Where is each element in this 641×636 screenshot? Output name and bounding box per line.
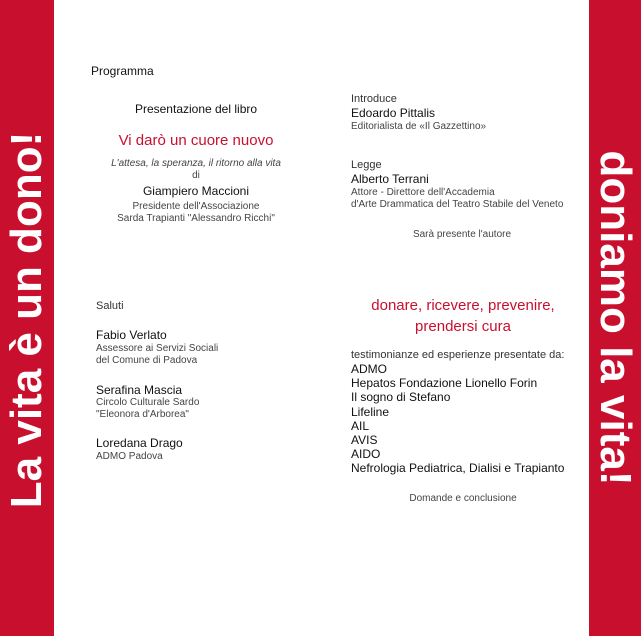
saluti-label: Saluti xyxy=(96,300,124,312)
saluti-person-name: Fabio Verlato xyxy=(96,328,167,342)
list-item: Nefrologia Pediatrica, Dialisi e Trapianto xyxy=(351,461,565,476)
author-present-note: Sarà presente l'autore xyxy=(412,229,512,240)
saluti-person-role: "Eleonora d'Arborea" xyxy=(96,409,189,420)
list-item: AVIS xyxy=(351,433,378,448)
list-item: AIDO xyxy=(351,447,381,462)
book-subtitle: L'attesa, la speranza, il ritorno alla vita xyxy=(111,158,281,169)
introduce-role: Editorialista de «Il Gazzettino» xyxy=(351,121,487,132)
testimonials-list xyxy=(351,362,564,476)
saluti-person-name: Serafina Mascia xyxy=(96,383,183,397)
saluti-person-role: ADMO Padova xyxy=(96,451,163,462)
saluti-person-name: Loredana Drago xyxy=(96,436,183,450)
author-name: Giampiero Maccioni xyxy=(142,184,250,198)
right-band-slogan: doniamo la vita! xyxy=(591,150,640,486)
legge-role-2: d'Arte Drammatica del Teatro Stabile del Veneto xyxy=(351,199,564,210)
list-item: AIL xyxy=(351,418,370,433)
introduce-label: Introduce xyxy=(351,93,397,105)
left-band-slogan: La vita è un dono! xyxy=(2,131,51,509)
program-heading: Programma xyxy=(91,64,154,78)
saluti-person-role: del Comune di Padova xyxy=(96,355,198,366)
theme-line-1: donare, ricevere, prevenire, xyxy=(371,297,555,314)
legge-name: Alberto Terrani xyxy=(351,172,429,186)
author-role-1: Presidente dell'Associazione xyxy=(132,201,260,212)
list-item: ADMO xyxy=(351,362,387,376)
list-item: Hepatos Fondazione Lionello Forin xyxy=(351,376,538,391)
closing-note: Domande e conclusione xyxy=(409,493,517,504)
testimonials-intro: testimonianze ed esperienze presentate da: xyxy=(351,349,565,361)
legge-role-1: Attore - Direttore dell'Accademia xyxy=(351,187,495,198)
left-red-band xyxy=(0,0,54,636)
by-label: di xyxy=(192,170,200,181)
list-item: Il sogno di Stefano xyxy=(351,390,451,405)
legge-label: Legge xyxy=(351,159,382,171)
presentation-label: Presentazione del libro xyxy=(134,102,258,116)
author-role-2: Sarda Trapianti "Alessandro Ricchi" xyxy=(117,213,275,224)
theme-line-2: prendersi cura xyxy=(415,318,511,335)
introduce-name: Edoardo Pittalis xyxy=(351,106,436,120)
right-red-band xyxy=(589,0,641,636)
saluti-person-role: Circolo Culturale Sardo xyxy=(96,397,200,408)
saluti-person-role: Assessore ai Servizi Sociali xyxy=(96,343,219,354)
list-item: Lifeline xyxy=(351,404,390,419)
book-title: Vi darò un cuore nuovo xyxy=(118,132,274,149)
